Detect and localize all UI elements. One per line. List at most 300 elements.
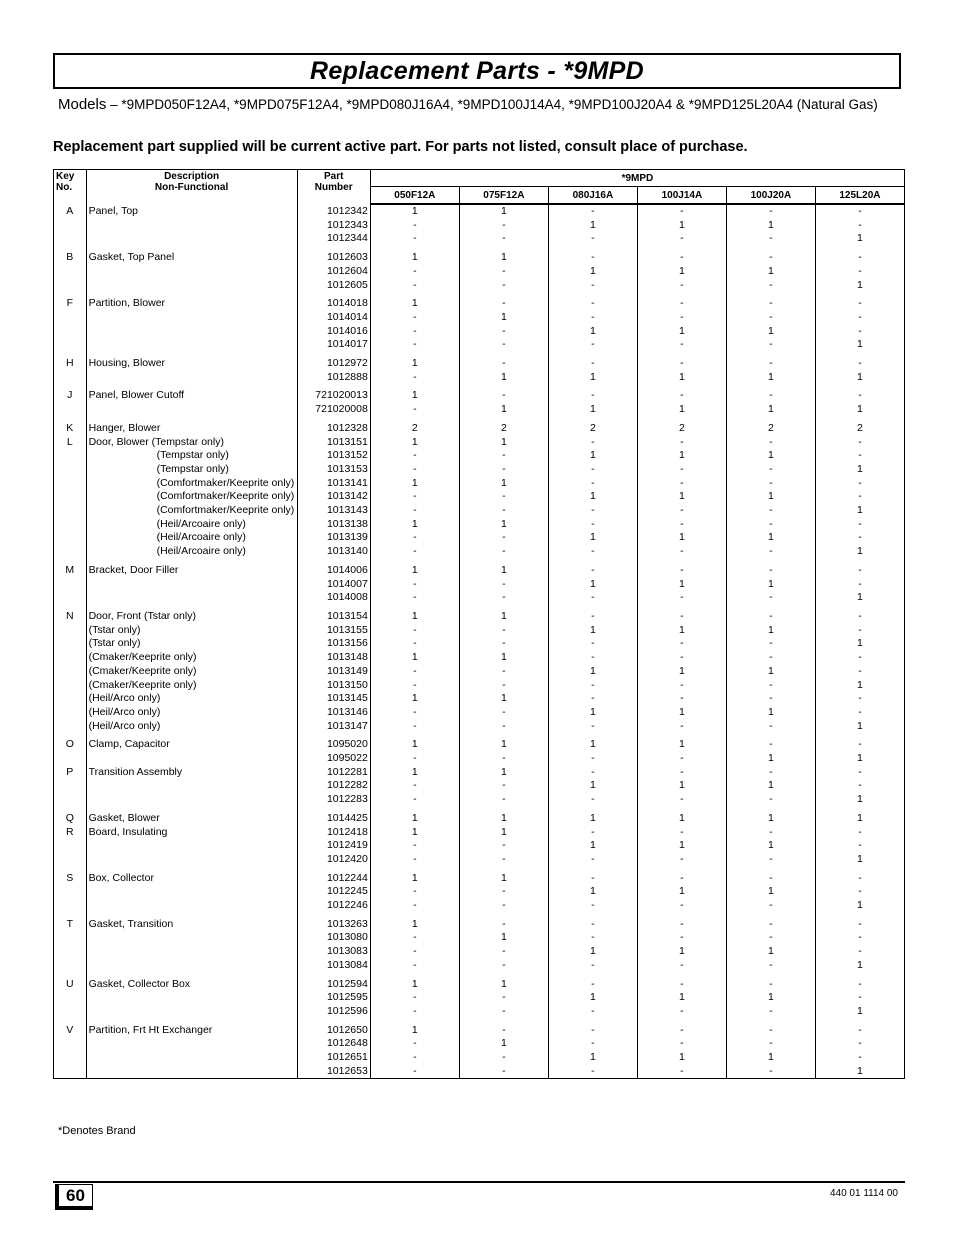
key-cell	[54, 692, 87, 706]
table-row	[54, 219, 905, 233]
table-row	[54, 679, 905, 693]
quantity-cell: -	[548, 1005, 637, 1019]
table-row	[54, 610, 905, 624]
part-number-cell: 1013153	[297, 463, 370, 477]
quantity-cell: -	[548, 1024, 637, 1038]
table-row	[54, 338, 905, 352]
quantity-cell: -	[815, 872, 904, 886]
description-cell	[86, 779, 297, 793]
quantity-cell: 1	[548, 945, 637, 959]
quantity-cell: -	[637, 692, 726, 706]
quantity-cell: 1	[726, 706, 815, 720]
quantity-cell: -	[815, 564, 904, 578]
description-cell	[86, 945, 297, 959]
part-number-cell: 1012342	[297, 204, 370, 219]
quantity-cell: -	[548, 436, 637, 450]
quantity-cell: 1	[815, 279, 904, 293]
quantity-cell: -	[637, 931, 726, 945]
key-cell	[54, 853, 87, 867]
part-number-cell: 1095022	[297, 752, 370, 766]
quantity-cell: 1	[815, 637, 904, 651]
quantity-cell: 1	[815, 793, 904, 807]
quantity-cell: 1	[370, 297, 459, 311]
quantity-cell: -	[815, 204, 904, 219]
part-number-cell: 1012651	[297, 1051, 370, 1065]
key-cell: O	[54, 738, 87, 752]
quantity-cell: 1	[459, 610, 548, 624]
quantity-cell: -	[637, 297, 726, 311]
key-cell	[54, 1005, 87, 1019]
quantity-cell: 1	[815, 463, 904, 477]
quantity-cell: -	[726, 436, 815, 450]
quantity-cell: -	[726, 463, 815, 477]
quantity-cell: 1	[726, 219, 815, 233]
key-cell: U	[54, 978, 87, 992]
quantity-cell: 1	[815, 1065, 904, 1079]
description-cell: Hanger, Blower	[86, 422, 297, 436]
quantity-cell: 2	[726, 422, 815, 436]
quantity-cell: 1	[459, 692, 548, 706]
quantity-cell: 1	[370, 872, 459, 886]
quantity-cell: 1	[548, 403, 637, 417]
part-number-cell: 1014008	[297, 591, 370, 605]
description-cell: Partition, Frt Ht Exchanger	[86, 1024, 297, 1038]
quantity-cell: -	[637, 564, 726, 578]
quantity-cell: 1	[637, 945, 726, 959]
table-row	[54, 1037, 905, 1051]
table-row	[54, 766, 905, 780]
quantity-cell: -	[548, 311, 637, 325]
quantity-cell: -	[726, 1024, 815, 1038]
quantity-cell: 1	[637, 449, 726, 463]
description-cell: (Heil/Arco only)	[86, 720, 297, 734]
quantity-cell: -	[815, 436, 904, 450]
quantity-cell: -	[370, 1051, 459, 1065]
part-number-cell: 1013150	[297, 679, 370, 693]
description-cell	[86, 578, 297, 592]
key-cell	[54, 959, 87, 973]
table-row	[54, 311, 905, 325]
quantity-cell: -	[637, 251, 726, 265]
quantity-cell: 1	[548, 706, 637, 720]
quantity-cell: -	[370, 779, 459, 793]
quantity-cell: -	[637, 1037, 726, 1051]
quantity-cell: -	[726, 1037, 815, 1051]
quantity-cell: -	[459, 720, 548, 734]
quantity-cell: -	[548, 591, 637, 605]
table-row	[54, 826, 905, 840]
parts-table	[53, 169, 905, 1079]
quantity-cell: -	[459, 752, 548, 766]
part-number-cell: 1012244	[297, 872, 370, 886]
table-row	[54, 651, 905, 665]
description-cell	[86, 591, 297, 605]
page-number: 60	[55, 1184, 93, 1210]
quantity-cell: 1	[548, 812, 637, 826]
quantity-cell: 1	[726, 265, 815, 279]
key-cell: L	[54, 436, 87, 450]
key-cell	[54, 706, 87, 720]
quantity-cell: 1	[459, 371, 548, 385]
table-row	[54, 545, 905, 559]
part-number-cell: 1012653	[297, 1065, 370, 1079]
quantity-cell: 1	[726, 490, 815, 504]
quantity-cell: 1	[637, 812, 726, 826]
part-number-cell: 1012648	[297, 1037, 370, 1051]
description-cell: (Heil/Arcoaire only)	[86, 531, 297, 545]
quantity-cell: -	[548, 389, 637, 403]
footnote: *Denotes Brand	[58, 1125, 136, 1137]
quantity-cell: -	[726, 692, 815, 706]
table-row	[54, 357, 905, 371]
table-row	[54, 624, 905, 638]
quantity-cell: 1	[370, 978, 459, 992]
quantity-cell: -	[815, 311, 904, 325]
quantity-cell: 1	[726, 449, 815, 463]
quantity-cell: -	[637, 793, 726, 807]
quantity-cell: 2	[370, 422, 459, 436]
quantity-cell: -	[726, 738, 815, 752]
key-cell: A	[54, 204, 87, 219]
quantity-cell: -	[637, 477, 726, 491]
quantity-cell: -	[726, 610, 815, 624]
page-title: Replacement Parts - *9MPD	[309, 57, 644, 85]
quantity-cell: -	[459, 265, 548, 279]
quantity-cell: 1	[815, 504, 904, 518]
quantity-cell: -	[815, 766, 904, 780]
quantity-cell: -	[370, 931, 459, 945]
table-row	[54, 885, 905, 899]
quantity-cell: -	[815, 531, 904, 545]
description-cell: Gasket, Top Panel	[86, 251, 297, 265]
key-cell	[54, 624, 87, 638]
table-row	[54, 706, 905, 720]
quantity-cell: 1	[726, 991, 815, 1005]
quantity-cell: 1	[815, 1005, 904, 1019]
quantity-cell: -	[370, 449, 459, 463]
part-number-cell: 1013148	[297, 651, 370, 665]
quantity-cell: 1	[548, 624, 637, 638]
quantity-cell: -	[548, 279, 637, 293]
quantity-cell: -	[370, 265, 459, 279]
quantity-cell: 1	[548, 219, 637, 233]
quantity-cell: -	[637, 204, 726, 219]
quantity-cell: 1	[637, 706, 726, 720]
part-number-cell: 1012281	[297, 766, 370, 780]
quantity-cell: -	[459, 1024, 548, 1038]
quantity-cell: 1	[370, 564, 459, 578]
description-cell: Panel, Blower Cutoff	[86, 389, 297, 403]
quantity-cell: -	[726, 338, 815, 352]
quantity-cell: 1	[726, 531, 815, 545]
table-row	[54, 578, 905, 592]
quantity-cell: -	[726, 651, 815, 665]
quantity-cell: 1	[459, 204, 548, 219]
key-cell	[54, 265, 87, 279]
header-model: 080J16A	[548, 187, 637, 205]
table-row	[54, 297, 905, 311]
quantity-cell: -	[726, 872, 815, 886]
quantity-cell: -	[459, 1005, 548, 1019]
table-row	[54, 991, 905, 1005]
description-cell: Door, Front (Tstar only)	[86, 610, 297, 624]
part-number-cell: 1012972	[297, 357, 370, 371]
table-row	[54, 945, 905, 959]
description-cell: (Cmaker/Keeprite only)	[86, 651, 297, 665]
key-cell	[54, 931, 87, 945]
quantity-cell: -	[815, 578, 904, 592]
quantity-cell: -	[637, 1024, 726, 1038]
quantity-cell: -	[548, 232, 637, 246]
quantity-cell: -	[726, 564, 815, 578]
key-cell	[54, 504, 87, 518]
part-number-cell: 1013263	[297, 918, 370, 932]
quantity-cell: -	[637, 504, 726, 518]
description-cell: Box, Collector	[86, 872, 297, 886]
part-number-cell: 1012888	[297, 371, 370, 385]
quantity-cell: 1	[548, 578, 637, 592]
part-number-cell: 1012344	[297, 232, 370, 246]
quantity-cell: -	[726, 232, 815, 246]
quantity-cell: -	[815, 885, 904, 899]
description-cell	[86, 752, 297, 766]
models-text: – *9MPD050F12A4, *9MPD075F12A4, *9MPD080J16A4, *9MPD100J14A4, *9MPD100J20A4 & *9MPD125L20A4 (Natural Gas)	[106, 97, 878, 112]
quantity-cell: -	[726, 637, 815, 651]
quantity-cell: 1	[370, 766, 459, 780]
quantity-cell: -	[459, 1065, 548, 1079]
quantity-cell: -	[370, 578, 459, 592]
quantity-cell: 1	[637, 885, 726, 899]
part-number-cell: 1012343	[297, 219, 370, 233]
quantity-cell: -	[370, 665, 459, 679]
quantity-cell: -	[726, 504, 815, 518]
quantity-cell: -	[459, 279, 548, 293]
quantity-cell: -	[815, 839, 904, 853]
key-cell: K	[54, 422, 87, 436]
quantity-cell: 1	[370, 610, 459, 624]
quantity-cell: -	[459, 779, 548, 793]
header-model: 075F12A	[459, 187, 548, 205]
quantity-cell: -	[815, 651, 904, 665]
quantity-cell: -	[370, 706, 459, 720]
quantity-cell: 1	[815, 853, 904, 867]
quantity-cell: -	[637, 357, 726, 371]
quantity-cell: 1	[459, 403, 548, 417]
table-row	[54, 1051, 905, 1065]
quantity-cell: 1	[637, 403, 726, 417]
header-part-number-text: Part Number	[314, 171, 353, 193]
key-cell	[54, 591, 87, 605]
quantity-cell: 1	[726, 1051, 815, 1065]
quantity-cell: -	[459, 918, 548, 932]
table-row	[54, 978, 905, 992]
quantity-cell: 1	[459, 564, 548, 578]
quantity-cell: 1	[726, 665, 815, 679]
quantity-cell: 1	[726, 839, 815, 853]
quantity-cell: -	[370, 752, 459, 766]
quantity-cell: 2	[548, 422, 637, 436]
part-number-cell: 1013138	[297, 518, 370, 532]
header-part-number	[297, 170, 370, 205]
quantity-cell: -	[370, 720, 459, 734]
quantity-cell: -	[726, 720, 815, 734]
quantity-cell: -	[637, 279, 726, 293]
part-number-cell: 1014017	[297, 338, 370, 352]
quantity-cell: -	[370, 1037, 459, 1051]
part-number-cell: 1013083	[297, 945, 370, 959]
key-cell	[54, 899, 87, 913]
quantity-cell: -	[459, 839, 548, 853]
quantity-cell: 1	[815, 545, 904, 559]
quantity-cell: -	[548, 564, 637, 578]
description-cell	[86, 311, 297, 325]
description-cell	[86, 403, 297, 417]
part-number-cell: 1013146	[297, 706, 370, 720]
quantity-cell: -	[726, 1065, 815, 1079]
quantity-cell: -	[459, 389, 548, 403]
part-number-cell: 1012419	[297, 839, 370, 853]
part-number-cell: 1013080	[297, 931, 370, 945]
description-cell	[86, 338, 297, 352]
quantity-cell: -	[726, 899, 815, 913]
part-number-cell: 1012245	[297, 885, 370, 899]
quantity-cell: 1	[815, 232, 904, 246]
quantity-cell: -	[370, 463, 459, 477]
quantity-cell: -	[726, 793, 815, 807]
part-number-cell: 1012650	[297, 1024, 370, 1038]
key-cell	[54, 1051, 87, 1065]
quantity-cell: 1	[637, 578, 726, 592]
table-row	[54, 793, 905, 807]
key-cell: V	[54, 1024, 87, 1038]
quantity-cell: -	[726, 853, 815, 867]
quantity-cell: -	[726, 279, 815, 293]
header-description	[86, 170, 297, 205]
quantity-cell: -	[815, 945, 904, 959]
quantity-cell: -	[815, 477, 904, 491]
quantity-cell: -	[548, 338, 637, 352]
quantity-cell: -	[370, 959, 459, 973]
part-number-cell: 1013155	[297, 624, 370, 638]
quantity-cell: -	[637, 1065, 726, 1079]
quantity-cell: -	[548, 1065, 637, 1079]
quantity-cell: 1	[637, 624, 726, 638]
quantity-cell: 1	[370, 436, 459, 450]
part-number-cell: 1013142	[297, 490, 370, 504]
quantity-cell: -	[726, 679, 815, 693]
quantity-cell: -	[726, 311, 815, 325]
quantity-cell: 1	[370, 251, 459, 265]
description-cell: (Heil/Arcoaire only)	[86, 545, 297, 559]
key-cell: T	[54, 918, 87, 932]
description-cell: (Comfortmaker/Keeprite only)	[86, 490, 297, 504]
description-cell	[86, 371, 297, 385]
key-cell	[54, 449, 87, 463]
quantity-cell: -	[370, 490, 459, 504]
description-cell: (Cmaker/Keeprite only)	[86, 679, 297, 693]
table-row	[54, 403, 905, 417]
header-brand: *9MPD	[370, 170, 904, 187]
key-cell	[54, 885, 87, 899]
quantity-cell: 1	[548, 885, 637, 899]
table-row	[54, 279, 905, 293]
quantity-cell: 2	[637, 422, 726, 436]
quantity-cell: -	[459, 991, 548, 1005]
quantity-cell: 1	[548, 490, 637, 504]
quantity-cell: -	[726, 1005, 815, 1019]
quantity-cell: 1	[370, 918, 459, 932]
quantity-cell: -	[459, 490, 548, 504]
table-row	[54, 325, 905, 339]
table-row	[54, 531, 905, 545]
quantity-cell: -	[726, 931, 815, 945]
quantity-cell: -	[548, 637, 637, 651]
quantity-cell: -	[548, 720, 637, 734]
quantity-cell: 1	[637, 738, 726, 752]
quantity-cell: -	[637, 545, 726, 559]
quantity-cell: -	[815, 449, 904, 463]
quantity-cell: -	[459, 504, 548, 518]
quantity-cell: -	[459, 706, 548, 720]
part-number-cell: 1013145	[297, 692, 370, 706]
quantity-cell: 1	[726, 403, 815, 417]
quantity-cell: -	[815, 389, 904, 403]
table-row	[54, 371, 905, 385]
description-cell: (Heil/Arco only)	[86, 706, 297, 720]
quantity-cell: -	[459, 1051, 548, 1065]
footer-rule	[53, 1181, 905, 1183]
description-cell: Panel, Top	[86, 204, 297, 219]
part-number-cell: 1012595	[297, 991, 370, 1005]
table-row	[54, 665, 905, 679]
key-cell	[54, 752, 87, 766]
quantity-cell: 1	[815, 752, 904, 766]
description-cell: Housing, Blower	[86, 357, 297, 371]
quantity-cell: 1	[815, 591, 904, 605]
quantity-cell: 1	[637, 265, 726, 279]
quantity-cell: 1	[370, 477, 459, 491]
quantity-cell: -	[815, 1051, 904, 1065]
quantity-cell: 1	[370, 812, 459, 826]
quantity-cell: -	[637, 463, 726, 477]
description-cell	[86, 1005, 297, 1019]
description-cell: Gasket, Blower	[86, 812, 297, 826]
key-cell: B	[54, 251, 87, 265]
part-number-cell: 1013141	[297, 477, 370, 491]
part-number-cell: 1013151	[297, 436, 370, 450]
part-number-cell: 1013084	[297, 959, 370, 973]
table-row	[54, 918, 905, 932]
quantity-cell: 1	[370, 389, 459, 403]
key-cell	[54, 1065, 87, 1079]
table-row	[54, 490, 905, 504]
quantity-cell: -	[459, 853, 548, 867]
quantity-cell: -	[815, 779, 904, 793]
quantity-cell: 1	[726, 325, 815, 339]
table-row	[54, 591, 905, 605]
key-cell	[54, 545, 87, 559]
quantity-cell: -	[459, 665, 548, 679]
quantity-cell: -	[370, 1065, 459, 1079]
table-row	[54, 812, 905, 826]
description-cell	[86, 793, 297, 807]
table-row	[54, 853, 905, 867]
quantity-cell: 1	[459, 436, 548, 450]
quantity-cell: -	[548, 978, 637, 992]
part-number-cell: 1014014	[297, 311, 370, 325]
quantity-cell: -	[726, 766, 815, 780]
key-cell: F	[54, 297, 87, 311]
